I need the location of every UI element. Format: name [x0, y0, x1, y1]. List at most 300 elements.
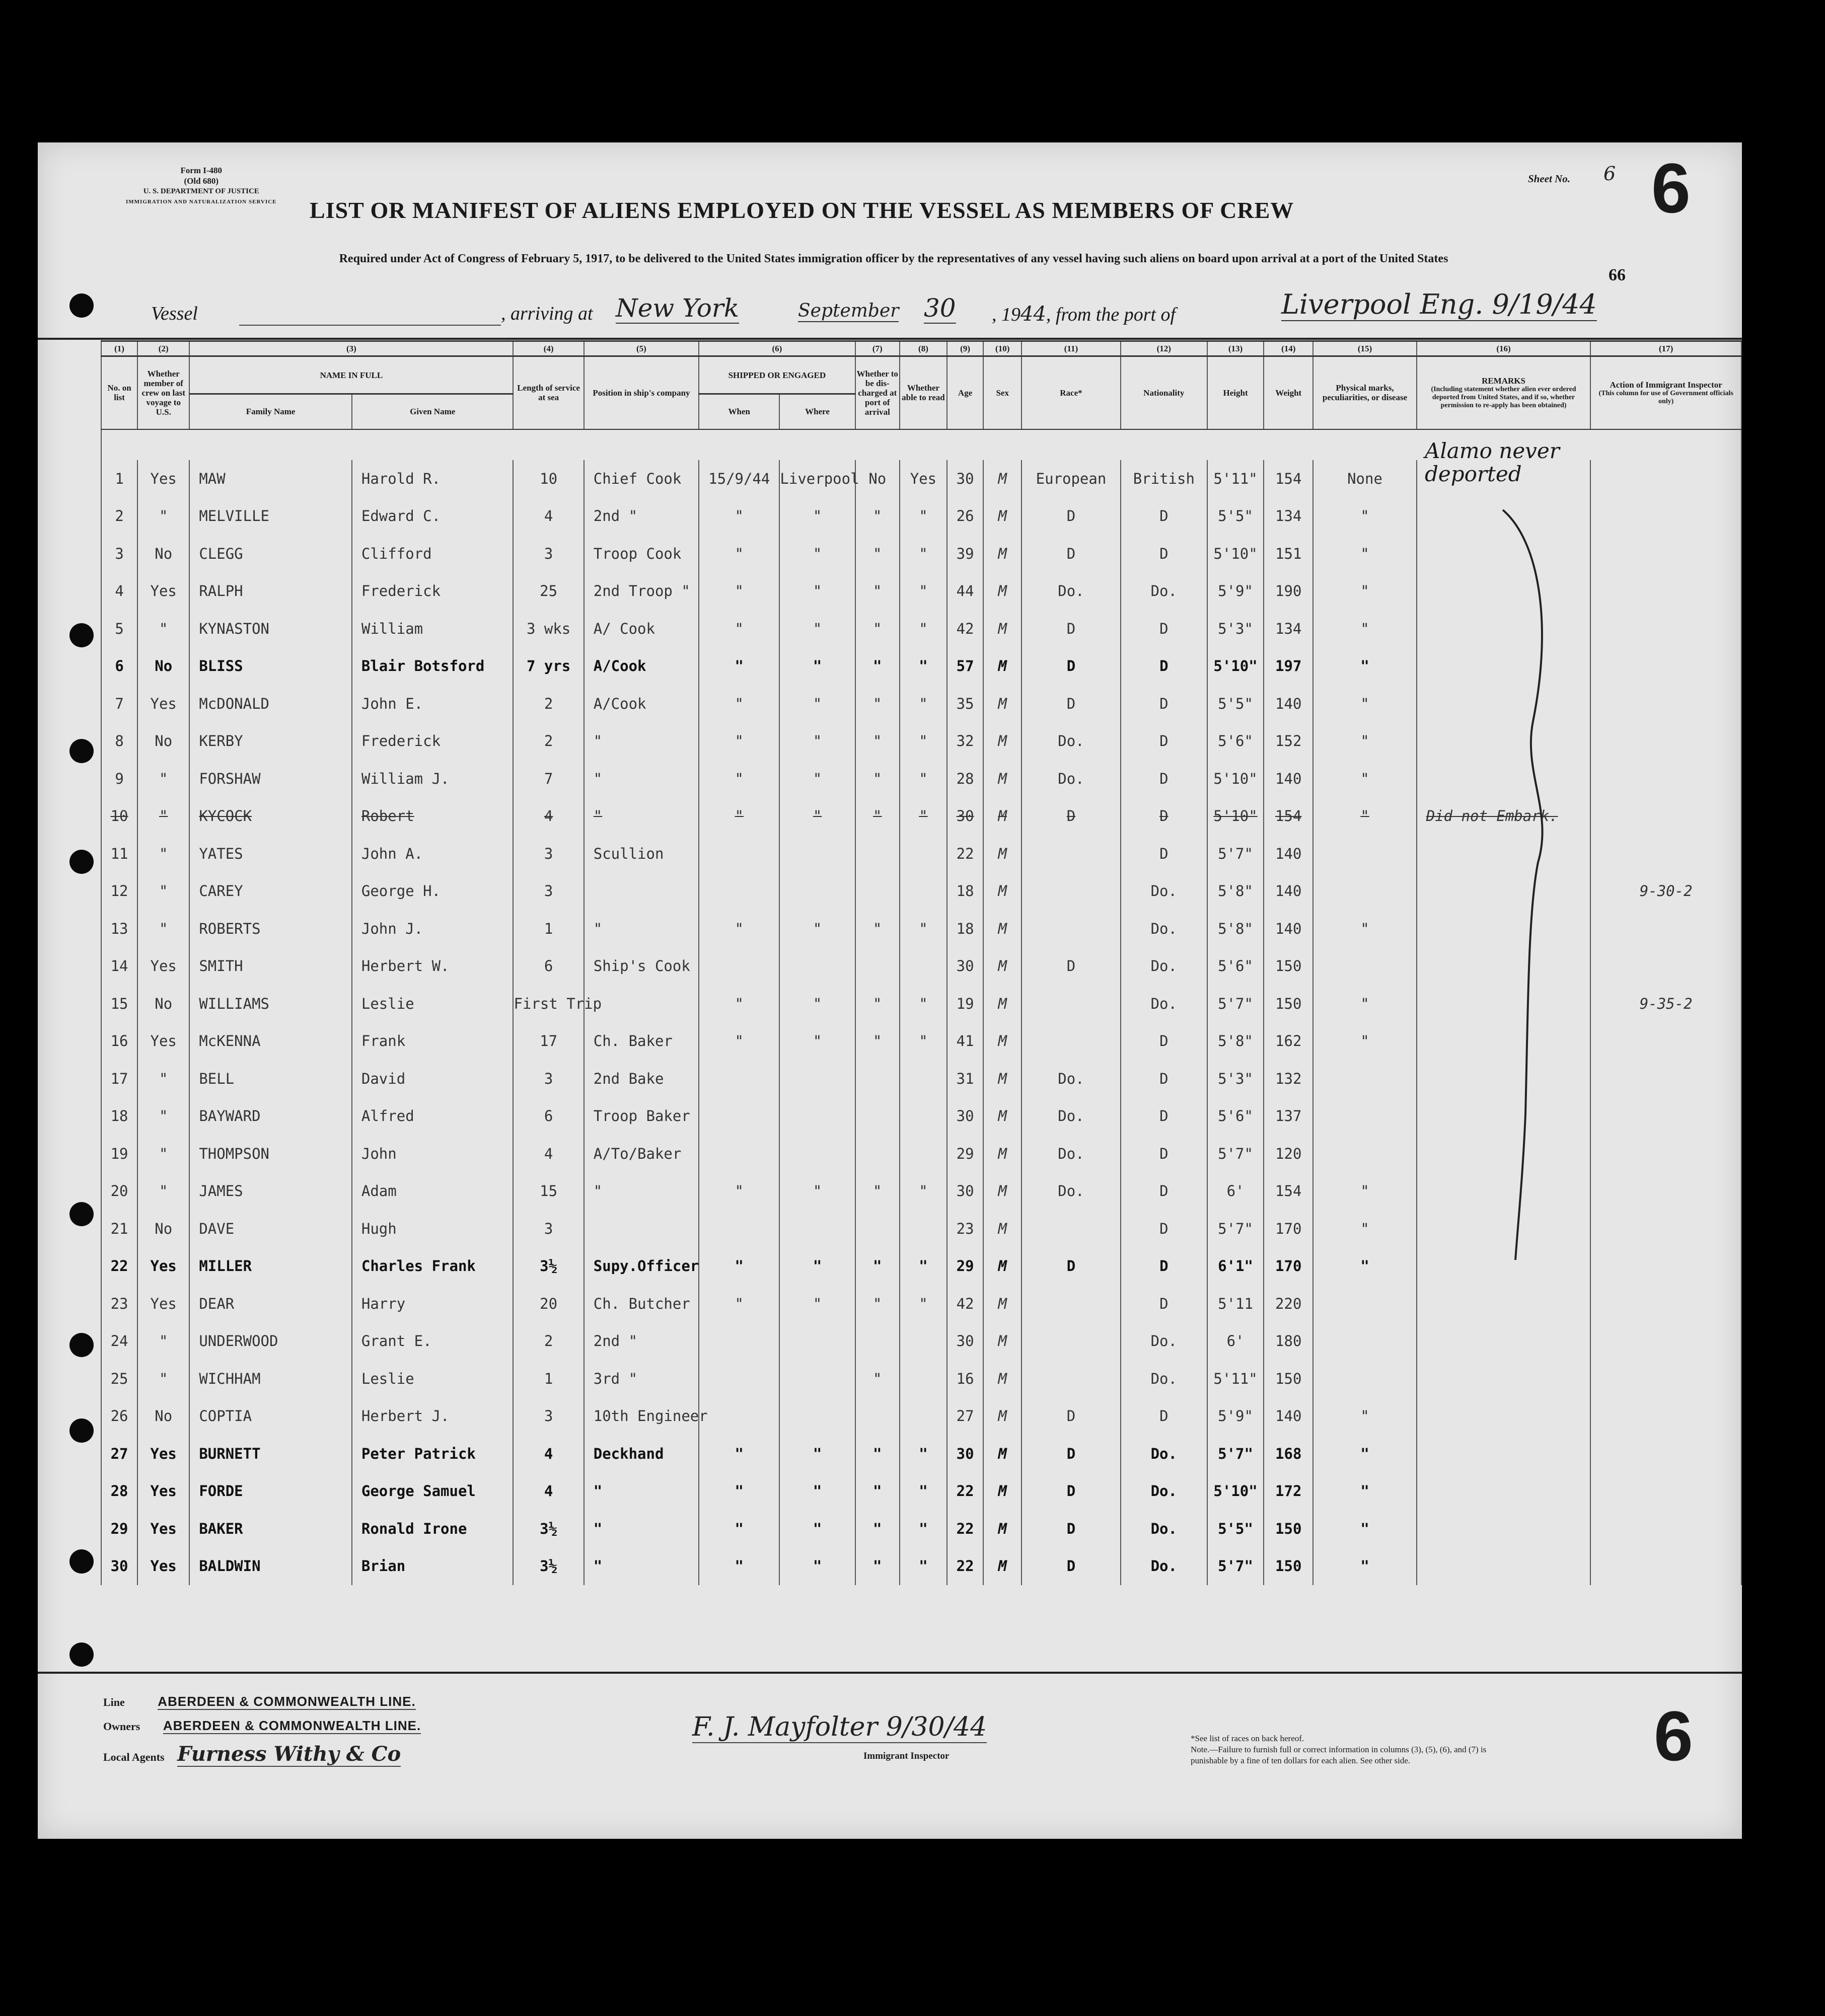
cell-weight: 140 — [1264, 760, 1313, 798]
cell-sex: M — [983, 722, 1021, 760]
cell-height: 6' — [1207, 1172, 1264, 1210]
cell-weight: 197 — [1264, 647, 1313, 685]
cell-action — [1590, 1060, 1741, 1098]
cell-able-to-read — [900, 835, 947, 873]
punch-hole — [69, 623, 94, 647]
punch-hole — [69, 1642, 94, 1667]
cell-last-voyage: " — [137, 1060, 189, 1098]
col-num-11: (11) — [1021, 341, 1120, 356]
cell-age: 44 — [947, 572, 983, 610]
col-num-12: (12) — [1121, 341, 1207, 356]
cell-when: " — [699, 1172, 779, 1210]
cell-where: " — [779, 985, 855, 1023]
cell-when: " — [699, 497, 779, 535]
sheet-number-large: 6 — [1651, 148, 1691, 228]
cell-physical-marks — [1313, 947, 1416, 985]
cell-height: 5'10" — [1207, 760, 1264, 798]
cell-weight: 134 — [1264, 497, 1313, 535]
cell-no: 5 — [101, 610, 137, 648]
from-port: Liverpool Eng. 9/19/44 — [1281, 288, 1597, 320]
cell-physical-marks: " — [1313, 1547, 1416, 1585]
header-height: Height — [1207, 356, 1264, 429]
cell-nationality: D — [1121, 685, 1207, 723]
cell-when: " — [699, 1547, 779, 1585]
cell-given-name: Robert — [352, 797, 514, 835]
cell-action — [1590, 1247, 1741, 1285]
cell-position: A/Cook — [584, 647, 699, 685]
cell-action — [1590, 1510, 1741, 1548]
cell-physical-marks: " — [1313, 1022, 1416, 1060]
cell-age: 22 — [947, 1547, 983, 1585]
table-row — [101, 797, 1741, 835]
cell-sex: M — [983, 647, 1021, 685]
cell-given-name: Edward C. — [352, 497, 514, 535]
service-name: IMMIGRATION AND NATURALIZATION SERVICE — [126, 199, 277, 205]
cell-age: 30 — [947, 460, 983, 498]
cell-length-of-service: 3 — [513, 835, 583, 873]
form-old-number: (Old 680) — [184, 176, 218, 186]
cell-when: " — [699, 647, 779, 685]
cell-able-to-read — [900, 947, 947, 985]
cell-when: " — [699, 1247, 779, 1285]
table-row — [101, 1360, 1741, 1398]
cell-last-voyage: " — [137, 1322, 189, 1360]
cell-action — [1590, 947, 1741, 985]
footer-note-fine: Note.—Failure to furnish full or correct information in columns (3), (5), (6), and (7) is punishable by a fine of ten dollars for each alien. See other side. — [1191, 1745, 1487, 1765]
cell-where: " — [779, 1285, 855, 1323]
cell-race — [1021, 1210, 1120, 1248]
cell-weight: 150 — [1264, 1360, 1313, 1398]
cell-sex: M — [983, 1510, 1021, 1548]
cell-able-to-read: " — [900, 497, 947, 535]
table-row — [101, 722, 1741, 760]
col-num-4: (4) — [513, 341, 583, 356]
cell-given-name: Herbert W. — [352, 947, 514, 985]
manifest-sheet — [38, 142, 1742, 1839]
cell-nationality: Do. — [1121, 872, 1207, 910]
table-row — [101, 985, 1741, 1023]
cell-position: " — [584, 1510, 699, 1548]
cell-age: 28 — [947, 760, 983, 798]
table-row — [101, 1397, 1741, 1435]
cell-action — [1590, 497, 1741, 535]
cell-position: 2nd Troop " — [584, 572, 699, 610]
cell-physical-marks: " — [1313, 497, 1416, 535]
cell-able-to-read: " — [900, 1022, 947, 1060]
cell-nationality: Do. — [1121, 1472, 1207, 1510]
cell-discharged: " — [855, 497, 900, 535]
cell-physical-marks — [1313, 1322, 1416, 1360]
cell-age: 31 — [947, 1060, 983, 1098]
cell-last-voyage: Yes — [137, 1247, 189, 1285]
footer-divider — [38, 1672, 1742, 1674]
cell-length-of-service: 25 — [513, 572, 583, 610]
cell-able-to-read: " — [900, 647, 947, 685]
cell-when: " — [699, 722, 779, 760]
cell-able-to-read: Yes — [900, 460, 947, 498]
cell-position: " — [584, 1172, 699, 1210]
cell-height: 5'3" — [1207, 610, 1264, 648]
table-row — [101, 1510, 1741, 1548]
cell-length-of-service: 3 — [513, 1397, 583, 1435]
cell-age: 18 — [947, 910, 983, 948]
punch-hole — [69, 1333, 94, 1357]
cell-when: " — [699, 1435, 779, 1473]
cell-where: " — [779, 1435, 855, 1473]
cell-remarks — [1417, 1322, 1591, 1360]
cell-position: Scullion — [584, 835, 699, 873]
cell-given-name: Harry — [352, 1285, 514, 1323]
cell-sex: M — [983, 1285, 1021, 1323]
cell-last-voyage: No — [137, 647, 189, 685]
cell-position: " — [584, 797, 699, 835]
cell-able-to-read — [900, 1397, 947, 1435]
cell-sex: M — [983, 685, 1021, 723]
cell-position: Troop Baker — [584, 1097, 699, 1135]
cell-position: 2nd " — [584, 497, 699, 535]
cell-no: 2 — [101, 497, 137, 535]
cell-last-voyage: No — [137, 985, 189, 1023]
year-prefix: , 19 — [992, 304, 1020, 325]
form-number: Form I-480 — [180, 166, 223, 175]
cell-last-voyage: " — [137, 760, 189, 798]
cell-family-name: BURNETT — [189, 1435, 352, 1473]
cell-physical-marks: " — [1313, 985, 1416, 1023]
col-num-14: (14) — [1264, 341, 1313, 356]
cell-age: 39 — [947, 535, 983, 573]
table-row — [101, 835, 1741, 873]
cell-when: " — [699, 910, 779, 948]
cell-age: 23 — [947, 1210, 983, 1248]
cell-nationality: Do. — [1121, 947, 1207, 985]
cell-family-name: KYCOCK — [189, 797, 352, 835]
col-num-15: (15) — [1313, 341, 1416, 356]
table-row — [101, 1172, 1741, 1210]
arriving-label: , arriving at — [501, 303, 593, 324]
cell-weight: 168 — [1264, 1435, 1313, 1473]
cell-able-to-read: " — [900, 760, 947, 798]
cell-race — [1021, 985, 1120, 1023]
cell-when: " — [699, 797, 779, 835]
table-body — [101, 429, 1741, 1585]
cell-no: 27 — [101, 1435, 137, 1473]
cell-action — [1590, 1472, 1741, 1510]
table-row — [101, 1060, 1741, 1098]
table-row — [101, 872, 1741, 910]
cell-height: 5'5" — [1207, 497, 1264, 535]
cell-length-of-service: 7 — [513, 760, 583, 798]
cell-weight: 150 — [1264, 947, 1313, 985]
col-num-2: (2) — [137, 341, 189, 356]
cell-given-name: John A. — [352, 835, 514, 873]
footer-note-races: *See list of races on back hereof. — [1191, 1734, 1304, 1743]
cell-where: " — [779, 1247, 855, 1285]
cell-where — [779, 872, 855, 910]
cell-given-name: George Samuel — [352, 1472, 514, 1510]
cell-height: 6'1" — [1207, 1247, 1264, 1285]
cell-nationality: Do. — [1121, 985, 1207, 1023]
cell-family-name: McKENNA — [189, 1022, 352, 1060]
cell-no: 25 — [101, 1360, 137, 1398]
cell-length-of-service: 6 — [513, 947, 583, 985]
cell-physical-marks: " — [1313, 1247, 1416, 1285]
cell-given-name: Blair Botsford — [352, 647, 514, 685]
cell-last-voyage: Yes — [137, 1022, 189, 1060]
cell-family-name: MELVILLE — [189, 497, 352, 535]
cell-sex: M — [983, 1097, 1021, 1135]
cell-family-name: MILLER — [189, 1247, 352, 1285]
cell-family-name: BLISS — [189, 647, 352, 685]
cell-given-name: Peter Patrick — [352, 1435, 514, 1473]
cell-last-voyage: " — [137, 1172, 189, 1210]
cell-remarks — [1417, 1547, 1591, 1585]
cell-age: 29 — [947, 1135, 983, 1173]
cell-position — [584, 872, 699, 910]
cell-sex: M — [983, 872, 1021, 910]
arrival-day: 30 — [923, 293, 956, 323]
cell-race: Do. — [1021, 572, 1120, 610]
cell-where — [779, 835, 855, 873]
cell-sex: M — [983, 497, 1021, 535]
cell-able-to-read: " — [900, 685, 947, 723]
cell-action — [1590, 1547, 1741, 1585]
cell-able-to-read — [900, 1097, 947, 1135]
cell-physical-marks — [1313, 1135, 1416, 1173]
col-num-10: (10) — [983, 341, 1021, 356]
cell-age: 30 — [947, 1435, 983, 1473]
table-row — [101, 910, 1741, 948]
cell-family-name: THOMPSON — [189, 1135, 352, 1173]
cell-nationality: D — [1121, 722, 1207, 760]
line-value: ABERDEEN & COMMONWEALTH LINE. — [158, 1694, 416, 1709]
cell-when — [699, 1397, 779, 1435]
cell-age: 30 — [947, 1172, 983, 1210]
cell-length-of-service: 6 — [513, 1097, 583, 1135]
col-num-8: (8) — [900, 341, 947, 356]
cell-no: 17 — [101, 1060, 137, 1098]
cell-given-name: Leslie — [352, 985, 514, 1023]
cell-discharged: " — [855, 1472, 900, 1510]
page-count: 66 — [1609, 266, 1626, 284]
cell-weight: 140 — [1264, 685, 1313, 723]
cell-physical-marks: " — [1313, 610, 1416, 648]
cell-race: Do. — [1021, 1135, 1120, 1173]
cell-no: 14 — [101, 947, 137, 985]
cell-length-of-service: 4 — [513, 1135, 583, 1173]
cell-age: 19 — [947, 985, 983, 1023]
cell-length-of-service: 2 — [513, 1322, 583, 1360]
cell-physical-marks: " — [1313, 647, 1416, 685]
cell-height: 5'6" — [1207, 1097, 1264, 1135]
cell-family-name: BAYWARD — [189, 1097, 352, 1135]
cell-weight: 134 — [1264, 610, 1313, 648]
cell-sex: M — [983, 910, 1021, 948]
cell-weight: 151 — [1264, 535, 1313, 573]
cell-length-of-service: 4 — [513, 1472, 583, 1510]
arriving-port: New York — [616, 293, 739, 323]
cell-height: 5'7" — [1207, 1135, 1264, 1173]
cell-action — [1590, 610, 1741, 648]
cell-family-name: WICHHAM — [189, 1360, 352, 1398]
arriving-port-field — [616, 293, 739, 324]
cell-last-voyage: " — [137, 610, 189, 648]
cell-nationality: D — [1121, 610, 1207, 648]
cell-where: " — [779, 1547, 855, 1585]
cell-position: 3rd " — [584, 1360, 699, 1398]
cell-when — [699, 872, 779, 910]
cell-age: 57 — [947, 647, 983, 685]
cell-discharged: " — [855, 1360, 900, 1398]
date-field — [798, 293, 956, 324]
cell-weight: 154 — [1264, 1172, 1313, 1210]
cell-discharged: " — [855, 760, 900, 798]
cell-physical-marks: " — [1313, 535, 1416, 573]
cell-action — [1590, 835, 1741, 873]
cell-age: 35 — [947, 685, 983, 723]
cell-race — [1021, 1360, 1120, 1398]
sheet-number-value: 6 — [1603, 163, 1616, 185]
cell-height: 5'7" — [1207, 985, 1264, 1023]
table-row — [101, 760, 1741, 798]
cell-physical-marks: " — [1313, 1172, 1416, 1210]
cell-no: 21 — [101, 1210, 137, 1248]
punch-hole — [69, 1549, 94, 1574]
cell-age: 22 — [947, 1510, 983, 1548]
cell-race: D — [1021, 1510, 1120, 1548]
cell-height: 5'8" — [1207, 872, 1264, 910]
cell-height: 5'3" — [1207, 1060, 1264, 1098]
cell-given-name: Leslie — [352, 1360, 514, 1398]
cell-nationality: D — [1121, 1022, 1207, 1060]
cell-age: 42 — [947, 1285, 983, 1323]
cell-weight: 170 — [1264, 1210, 1313, 1248]
punch-hole — [69, 1418, 94, 1443]
cell-last-voyage: " — [137, 910, 189, 948]
cell-family-name: CLEGG — [189, 535, 352, 573]
cell-no: 29 — [101, 1510, 137, 1548]
cell-when: " — [699, 1472, 779, 1510]
cell-when: 15/9/44 — [699, 460, 779, 498]
cell-no: 15 — [101, 985, 137, 1023]
cell-when — [699, 947, 779, 985]
cell-age: 29 — [947, 1247, 983, 1285]
cell-action — [1590, 1210, 1741, 1248]
cell-age: 27 — [947, 1397, 983, 1435]
header-name-in-full: NAME IN FULL — [189, 356, 513, 394]
cell-nationality: Do. — [1121, 1435, 1207, 1473]
table-row — [101, 572, 1741, 610]
cell-when: " — [699, 985, 779, 1023]
cell-where — [779, 1135, 855, 1173]
cell-when — [699, 1060, 779, 1098]
cell-weight: 140 — [1264, 1397, 1313, 1435]
cell-last-voyage: Yes — [137, 1547, 189, 1585]
table-row — [101, 1285, 1741, 1323]
cell-length-of-service: 1 — [513, 1360, 583, 1398]
cell-height: 5'5" — [1207, 685, 1264, 723]
agents-label: Local Agents — [103, 1751, 165, 1763]
cell-age: 30 — [947, 947, 983, 985]
header-family-name: Family Name — [189, 394, 352, 429]
cell-position: A/Cook — [584, 685, 699, 723]
cell-age: 16 — [947, 1360, 983, 1398]
cell-length-of-service: 15 — [513, 1172, 583, 1210]
cell-length-of-service: 2 — [513, 685, 583, 723]
cell-discharged: " — [855, 1510, 900, 1548]
agents-value: Furness Withy & Co — [177, 1742, 401, 1766]
cell-sex: M — [983, 947, 1021, 985]
cell-race — [1021, 872, 1120, 910]
cell-nationality: D — [1121, 1397, 1207, 1435]
from-port-field — [1281, 288, 1597, 321]
cell-where — [779, 1322, 855, 1360]
cell-able-to-read: " — [900, 1547, 947, 1585]
cell-race: D — [1021, 947, 1120, 985]
sheet-number-label: Sheet No. — [1528, 173, 1570, 185]
cell-length-of-service: First Trip — [513, 985, 583, 1023]
cell-height: 5'7" — [1207, 1547, 1264, 1585]
cell-length-of-service: 2 — [513, 722, 583, 760]
cell-discharged: " — [855, 647, 900, 685]
cell-discharged — [855, 1135, 900, 1173]
cell-given-name: Alfred — [352, 1097, 514, 1135]
table-row — [101, 1322, 1741, 1360]
cell-last-voyage: No — [137, 722, 189, 760]
cell-nationality: D — [1121, 1247, 1207, 1285]
cell-given-name: Frederick — [352, 722, 514, 760]
cell-race — [1021, 1322, 1120, 1360]
cell-physical-marks: " — [1313, 760, 1416, 798]
cell-height: 5'6" — [1207, 722, 1264, 760]
cell-last-voyage: " — [137, 1097, 189, 1135]
cell-race: Do. — [1021, 1060, 1120, 1098]
cell-age: 30 — [947, 1097, 983, 1135]
header-divider — [38, 338, 1742, 340]
cell-given-name: Frank — [352, 1022, 514, 1060]
cell-height: 5'6" — [1207, 947, 1264, 985]
cell-position — [584, 1210, 699, 1248]
cell-nationality: D — [1121, 1135, 1207, 1173]
table-row — [101, 535, 1741, 573]
cell-age: 30 — [947, 797, 983, 835]
cell-where: " — [779, 910, 855, 948]
cell-when — [699, 1135, 779, 1173]
cell-last-voyage: No — [137, 535, 189, 573]
cell-given-name: Adam — [352, 1172, 514, 1210]
cell-family-name: YATES — [189, 835, 352, 873]
cell-position: " — [584, 1472, 699, 1510]
cell-nationality: British — [1121, 460, 1207, 498]
cell-last-voyage: " — [137, 1360, 189, 1398]
cell-able-to-read: " — [900, 1472, 947, 1510]
header-length-of-service: Length of service at sea — [513, 356, 583, 429]
cell-race — [1021, 835, 1120, 873]
table-header — [101, 341, 1741, 429]
cell-action — [1590, 685, 1741, 723]
cell-position: Troop Cook — [584, 535, 699, 573]
owners-label: Owners — [103, 1720, 140, 1733]
cell-last-voyage: " — [137, 497, 189, 535]
form-identifier — [126, 165, 277, 207]
cell-length-of-service: 3 — [513, 1210, 583, 1248]
header-where: Where — [779, 394, 855, 429]
inspector-signature: F. J. Mayfolter 9/30/44 — [692, 1712, 987, 1742]
cell-length-of-service: 3½ — [513, 1510, 583, 1548]
cell-last-voyage: Yes — [137, 1472, 189, 1510]
cell-discharged — [855, 1210, 900, 1248]
cell-height: 5'7" — [1207, 1210, 1264, 1248]
cell-remarks — [1417, 1472, 1591, 1510]
